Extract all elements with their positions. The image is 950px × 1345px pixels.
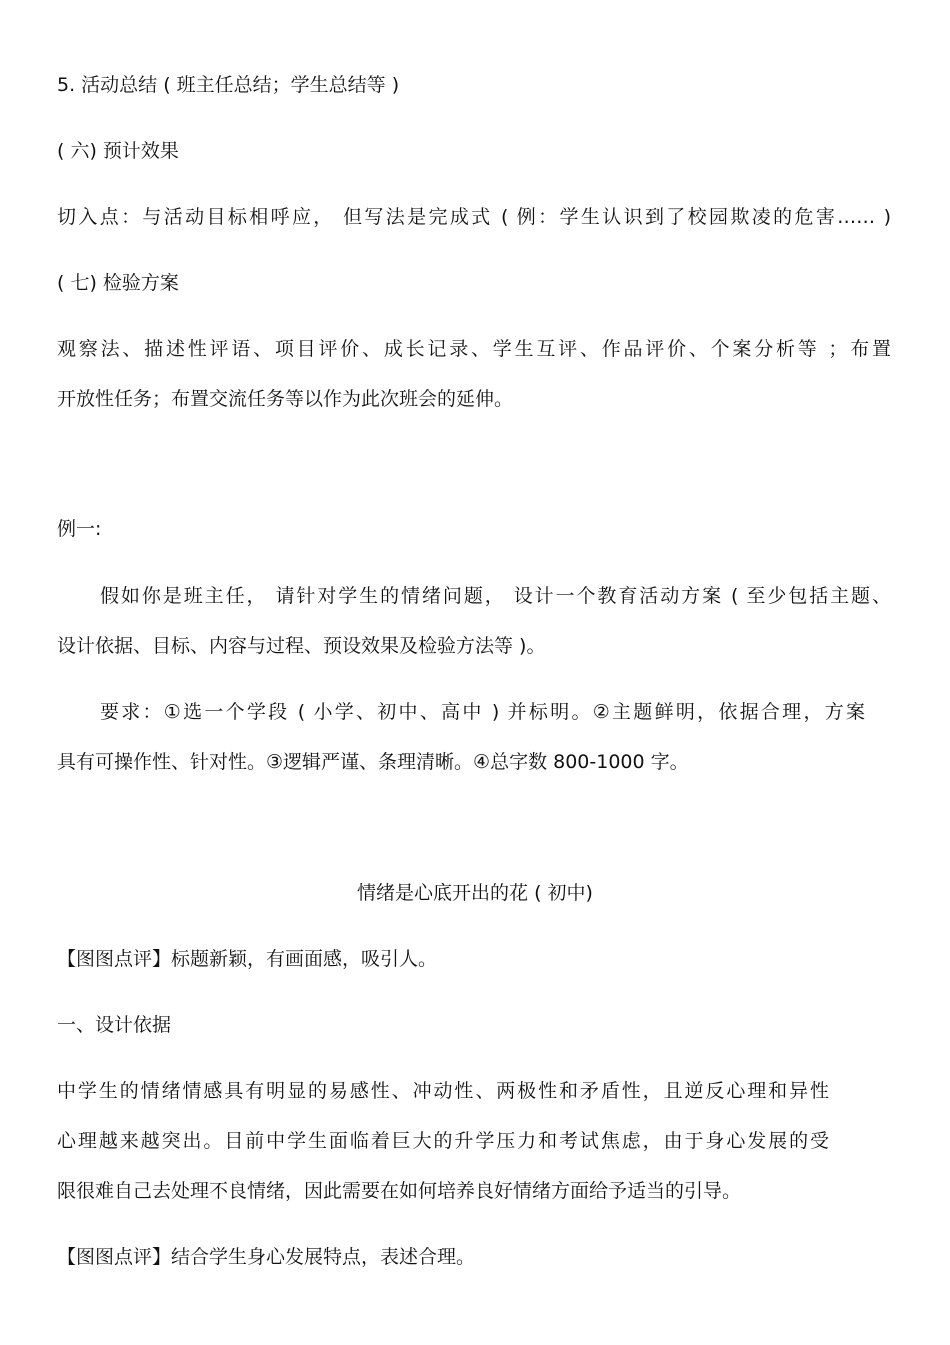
design-basis-line-1: 中学生的情绪情感具有明显的易感性、冲动性、两极性和矛盾性，且逆反心理和异性 [57, 1080, 829, 1102]
design-basis-line-2: 心理越来越突出。目前中学生面临着巨大的升学压力和考试焦虑，由于身心发展的受 [57, 1130, 829, 1152]
essay-title: 情绪是心底开出的花 ( 初中) [357, 882, 593, 904]
section-heading-assessment-plan: ( 七) 检验方案 [57, 272, 179, 294]
requirements-line-1: 要求：①选一个学段 ( 小学、初中、高中 ) 并标明。②主题鲜明，依据合理，方案 [100, 701, 865, 723]
activity-summary-item: 5. 活动总结 ( 班主任总结；学生总结等 ) [57, 74, 400, 96]
assessment-plan-text-line-2: 开放性任务；布置交流任务等以作为此次班会的延伸。 [57, 388, 514, 410]
section-heading-design-basis: 一、设计依据 [57, 1014, 172, 1036]
example-heading: 例一: [57, 518, 102, 540]
expected-effect-text: 切入点：与活动目标相呼应， 但写法是完成式 ( 例：学生认识到了校园欺凌的危害…… ) [57, 206, 891, 228]
assessment-plan-text-line-1: 观察法、描述性评语、项目评价、成长记录、学生互评、作品评价、个案分析等 ；布置 [57, 338, 891, 360]
design-basis-line-3: 限很难自己去处理不良情绪，因此需要在如何培养良好情绪方面给予适当的引导。 [57, 1180, 742, 1202]
section-heading-expected-effect: ( 六) 预计效果 [57, 140, 179, 162]
comment-design-basis: 【图图点评】结合学生身心发展特点，表述合理。 [57, 1246, 476, 1268]
example-prompt-line-1: 假如你是班主任， 请针对学生的情绪问题， 设计一个教育活动方案 ( 至少包括主题、 [100, 585, 891, 607]
comment-title: 【图图点评】标题新颖，有画面感，吸引人。 [57, 948, 438, 970]
example-prompt-line-2: 设计依据、目标、内容与过程、预设效果及检验方法等 )。 [57, 635, 546, 657]
requirements-line-2: 具有可操作性、针对性。③逻辑严谨、条理清晰。④总字数 800-1000 字。 [57, 751, 689, 773]
